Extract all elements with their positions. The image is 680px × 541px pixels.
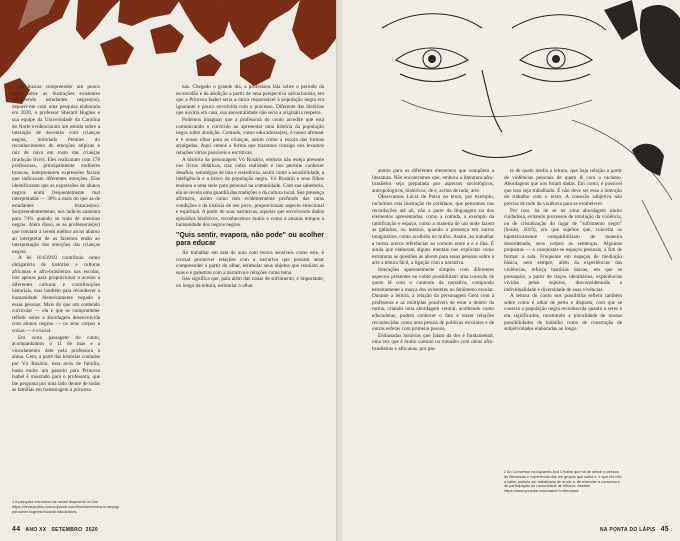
paragraph: te de quem media a leitura, que haja relação a partir de violências pessoais de quem lê com o racismo. Abordagens que nos foram dadas. Em conto, é possível que isso seja trabalhado. É não deve ser essa a intenção do trabalho com o texto. A conexão subjetiva não precisa de todo da violência para se estabelecer. [504,168,622,207]
paragraph: Isso significa que, para além das zonas de sofrimento, é importante, no longo da leitura, estimular o olhar. [176,276,324,290]
footnote: 1 A pesquisa encontrou-se nesse disponível no link https://devsuportes.com/a.ijssnet.com/fmedia/eventos.to-beyng/ pdf.sobre.hugnest.thosed/.edu/articles. [12,500,120,514]
paragraph: nas. Chegado o grande dia, a professora fala sobre o período da escravidão e da abolição a partir de uma perspectiva salvacionista, em que a Princesa Isabel seria a única responsável à população negra era ignorante e pouco envolvida com o processo. Diferente das histórias que ouviria em casa, sua ancestralidade não seria a originária respeito. [176,84,324,117]
footnote: 2 Ao Conversar na Aquarela Ana Cristina que há de deixar a pessoa de literaturas e experiência das em grupos que saiba e, e que ela não a saber poderia ser trabalhada de modo a, de entender a conversa e de participação da comunidade de leitores. Assista: https://www.youtube.com/watch?v=literatura. [504,470,622,494]
paragraph: A lei 10.639/03 contribuiu como obrigatório de histórias e culturas africanas e afro-brasileiras nas escolas, isto apenas para proporcionar o acesso a diferentes culturas e contribuições historiais, mas também para reconhecer a humanidade historicamente negada a essas pessoas. Mais do que um conteúdo curricular — ela é que se comprometer refletir sobre a abordagem desenvolvida com alunos negros — os seus corpos e coisas — é crucial. [12,255,100,334]
left-column-2 [176,84,324,290]
month-label: SETEMBRO [51,527,83,533]
paragraph: Interações aparentemente simples com diferentes aspectos presentes no conto possibilitam uma conexão de quem lê com o contexto da narrativa, compondo estreitamente a marca dos existentes no fenômeno escolar. Durante a leitura, a relação da personagem Gem com a professora e as múltiplas possíveis de estar a dentro da turma, criando uma abordagem central, acolhendo como educadoras, podem conhecer o fato e trazer relações reconhecidas como uma pessoa de políticas escolares e de outras esferas com primeira pessoa. [372,266,494,333]
left-page [0,0,338,541]
right-footer [600,526,669,533]
paragraph: As buscas compreender um pouco mais sobre as ilustrações existentes envolvendo estudantes negras(os), deparei-me com uma pesquisa elaborada em 2020, o professor Sherard Hughes e sua equipe da Universidade da Carolina do Norte evidenciaram um estudo sobre a interação de docentes com crianças negras, intitulado Pennies do reconhecimento de emoções atípicas e raiz de raiva em rosto das crianças (tradução livre). Eles realizaram com 178 professoras, principalmente mulheres brancas, interpretarem expressões faciais que indicavam diferentes emoções. Elas identificaram que as expressões de alunos negros eram frequentemente mal interpretadas — 36% a mais do que as de estudantes brancas(os). Surpreendentemente, nos índices aumenta para 74% quando se trata de meninas negras. Além disso, se as professoras(es) que rotulam a terem melhor arcos abarno ao interpretar de os fazemos então ao interpretação das emoções das crianças negras. [12,84,100,255]
page-number: 44 [12,526,21,533]
section-title: NA PONTA DO LÁPIS [600,527,656,533]
paragraph: A história da personagem Vó Rosário, embora não esteja presente nos livros didáticos, traz outra realidade e nos permite conhecer desafios, estratégias de luta e resistência, assim como a sensibilidade, a inteligência e a bravo da população negra. Vó Rosário e seus filhos ensinou a uma serie para personal na comunidade. Com sua sabedoria, ela se revela uma guardiã das tradições e da cultura local. Sua presença afirmava, assim como tem evidentemente profundo das raras condições e da história de seu povo, proporcionam aspecto emocional e espiritual. A partir de suas narrativas, aquelas que envolvendo dados episódios históricos, reconhecemos muito o como a amaras tempos a humanidade dos negros negros. [176,156,324,229]
right-column-1 [372,168,494,353]
year-label: 2020 [85,527,98,533]
page-number: 45 [660,526,669,533]
subheading: "Quis sentir, evapora, não pode" ou acolher para educar [176,232,324,248]
paragraph: A leitura do conto nos possibilita refletir também sobre como é olhar de perto e disparar, com que se conecta a população negra reconhecida quanto a seres e em significados, mostrando a pluralidade de nossas possibilidades de trabalho como de construção de subjetividades elaboradas ao longo. [504,293,622,333]
right-page [342,0,680,541]
paragraph: Podemos imaginar que a professora do conto acredite que está comunicando o currículo ao apresentar uma história da população negra sobre abolição. Contudo, como educadoras(es), é nosso afrontar e é nosso olhar para as crianças, assim como a escola das formas arraigadas. Aqui vemos a forma que trazemos consigo nos levamos relações várias possíveis e escritivas. [176,116,324,156]
right-column-2 [504,168,622,333]
paragraph: Em certa passagem do conto, acompanhamos o 11 de mas e a vinculamento dele pela professora à aluna. Gem, a parte das histórias contadas por Vó Rosário, essa avós de família, hasta muito um passeio para Princesa Isabel é mostrado para o professora, que lhe pergunta por uma lado dentre de todas as famílias em homenagem à princesa. [12,334,100,394]
left-footer [12,526,98,533]
paragraph: Por isso, há de se ter uma abordagem muito cuidadosa, evitando processos de rotulação da violência, ou de cristalização do lugar de "sofrimento negro" (hooks, 2019), em que sujeitos que, concerta os hipoteticamente compatibilizam de maneira desordenada, seus corpos as sentenças. Algumas propostas — a conquistar-se espaços pessoais, a fim de formar a sala. Frequente em espaços de mediação básica, nem sempre, além da experiências das violências, reforça histórias únicas, em que se pressupõe, a partir de traços identitários, experiências vividas pelos sujeitos, desconsiderando a individualidade e diversidade de suas vivências. [504,207,622,293]
paragraph: atento para os diferentes elementos que compõem a literatura. Não encontramos que, embora a literatura afro-brasileira seja preparada por aspectos sociológicos, antropológicos, históricos, de é, acima de tudo, arte. [372,168,494,194]
paragraph: Observamos Lúcia de Paiva no texto, por exemplo, incluímos esta ilustração do cotidiano, que pensamos nas recordações até ali, não a parte da linguagem na dos elementos apresentados, como a comida, a exemplo da ramificação e espaço, como a maneira de um onde fazem as galinhas, ou mesmo, quando a presença em outros imaginários, como acolhido no milho. Assim, ao trabalhar a turma acerca referências ao comum entre a e a ilha. É ainda que elaboram alguns mentais nos explicitar como estruturas as questões as abrem para essas pessoas sobre a arte a leitura fácil, a ligação com a narrativa. [372,194,494,267]
left-column-1 [12,84,100,394]
paragraph: Embasadas histórias que falam da dor é fundamental, uma vez que é muito comum no trabalho com obras afro-brasileiras e africanas, por par- [372,332,494,353]
paragraph: Ao trabalhar em sala de aula com textos sensíveis como este, é crucial promover relações com a narrativa que possam amar compreender a partir do olhar, estimular seus objetos que reuniam as suas e e palestras com a narrativa e relações como tema. [176,250,324,276]
issue-label: ANO XX [25,527,47,533]
